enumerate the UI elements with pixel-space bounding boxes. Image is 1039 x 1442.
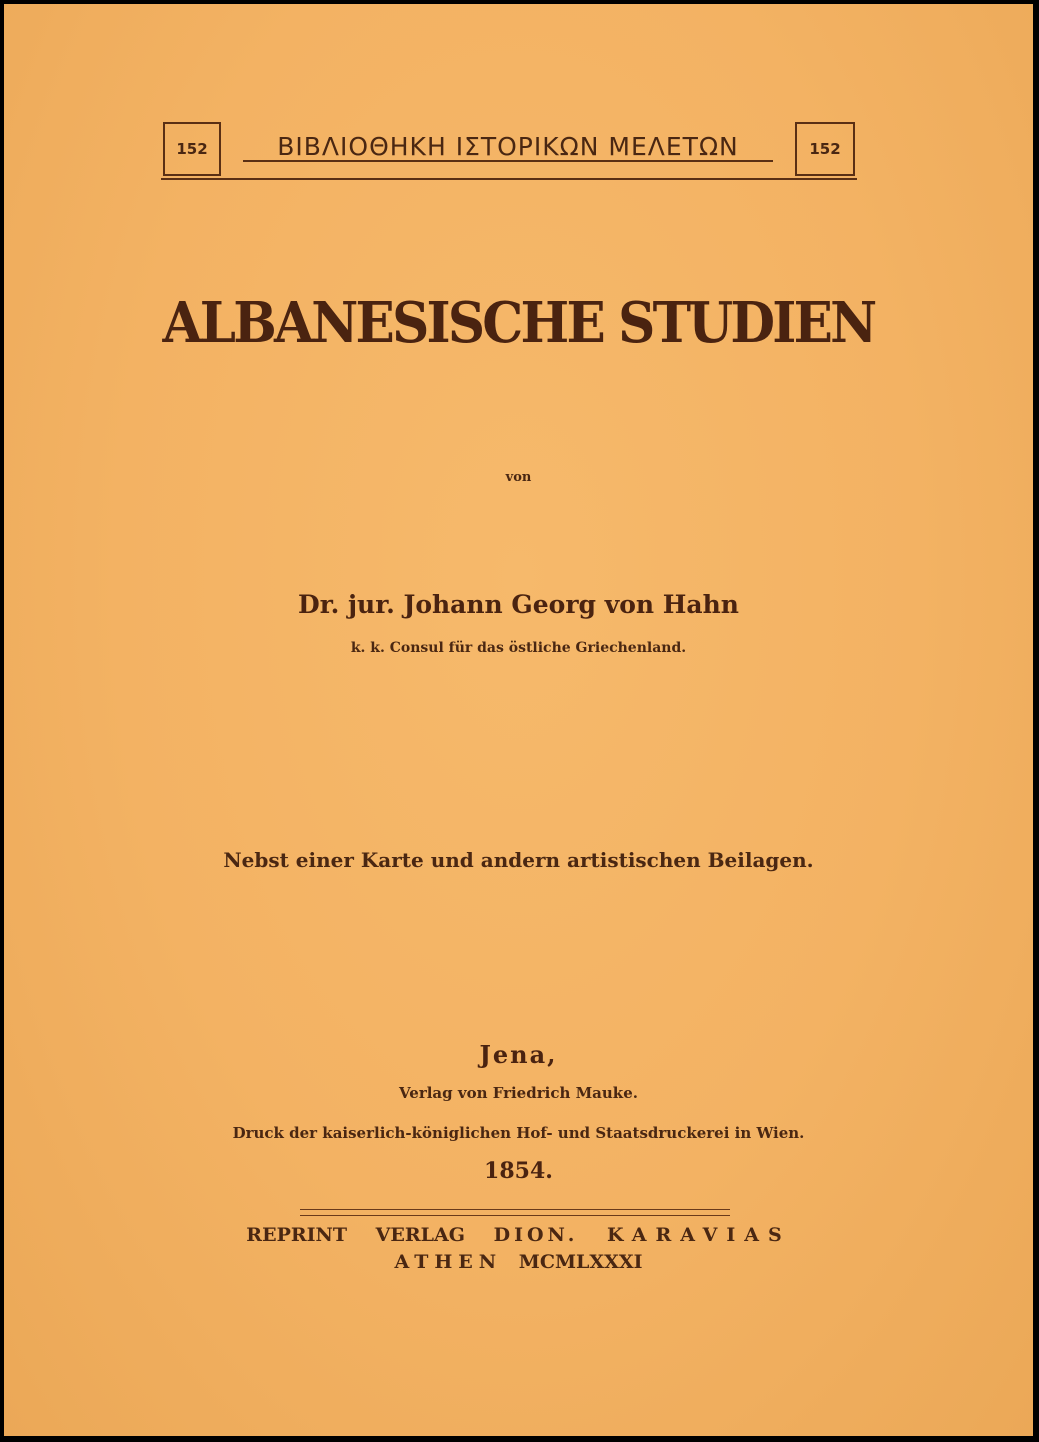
author-role: k. k. Consul für das östliche Griechenland.	[350, 640, 687, 656]
by-word: von	[505, 470, 532, 485]
imprint-publisher: Verlag von Friedrich Mauke.	[399, 1084, 638, 1102]
series-number-right: 152	[795, 122, 855, 176]
imprint-printer: Druck der kaiserlich-königlichen Hof- und Staatsdruckerei in Wien.	[232, 1124, 805, 1142]
reprint-label: REPRINT	[246, 1224, 348, 1246]
series-title: ΒΙΒΛΙΟΘΗΚΗ ΙΣΤΟΡΙΚΩΝ ΜΕΛΕΤΩΝ	[277, 131, 739, 161]
supplement-note: Nebst einer Karte und andern artistischen Beilagen.	[223, 848, 814, 872]
author-name: Dr. jur. Johann Georg von Hahn	[298, 590, 739, 619]
divider-rule	[300, 1215, 730, 1216]
imprint-year: 1854.	[484, 1158, 553, 1184]
series-banner	[161, 122, 857, 180]
divider-rule	[300, 1209, 730, 1210]
reprint-dion: DION.	[493, 1224, 579, 1246]
reprint-year: MCMLXXXI	[518, 1251, 643, 1273]
book-title: ALBANESISCHE STUDIEN	[162, 290, 875, 356]
book-cover	[4, 4, 1033, 1436]
imprint-place: Jena,	[479, 1040, 558, 1069]
reprint-line	[4, 1224, 1033, 1246]
reprint-city: ATHEN	[394, 1251, 503, 1273]
reprint-city-line	[4, 1251, 1033, 1273]
series-underline	[243, 160, 773, 162]
reprint-publisher-name: KARAVIAS	[606, 1224, 791, 1246]
series-banner-rule	[161, 178, 857, 180]
series-number-left: 152	[163, 122, 221, 176]
reprint-verlag: VERLAG	[375, 1224, 466, 1246]
